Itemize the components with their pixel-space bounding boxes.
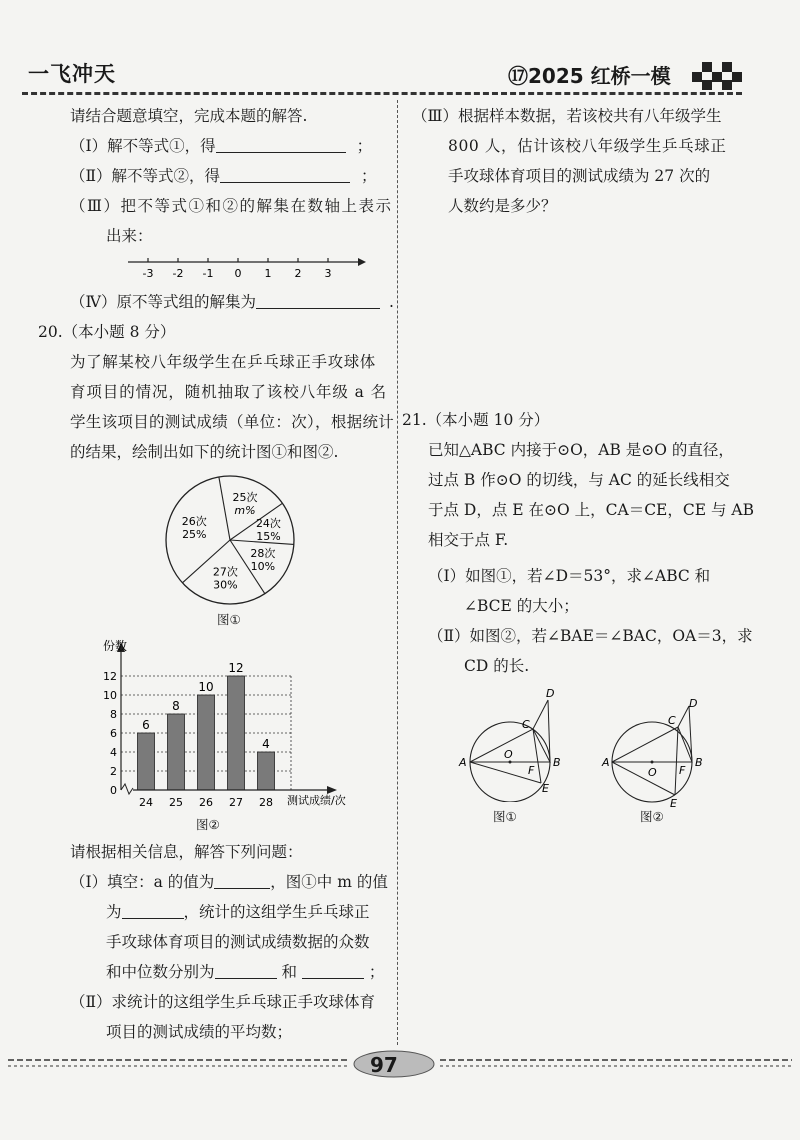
part-ii-line: （Ⅱ）解不等式②，得 ； (70, 167, 377, 185)
checker-logo-icon (692, 54, 742, 90)
pie-slice-label: 25次 (232, 490, 258, 504)
x-tick-label: 26 (199, 796, 213, 809)
part-i-fill-2: 为 ，统计的这组学生乒乓球正 (106, 903, 370, 921)
part-i-fill-3: 手攻球体育项目的测试成绩数据的众数 (106, 933, 370, 951)
questions-intro: 请根据相关信息，解答下列问题： (70, 843, 303, 861)
x-axis-label: 测试成绩/次 (287, 794, 346, 807)
label-E: E (670, 797, 677, 810)
q20-text: 学生该项目的测试成绩（单位：次），根据统计 (70, 413, 395, 431)
series-title: ⑰2025 红桥一模 (508, 64, 671, 88)
number-line-label: -3 (142, 267, 154, 280)
y-tick-label: 10 (103, 689, 117, 702)
bar (228, 676, 245, 790)
number-line-label: 0 (234, 267, 242, 280)
pie-slice-percent: 10% (250, 560, 276, 573)
footer-border (0, 1048, 800, 1084)
number-line-label: -1 (202, 267, 214, 280)
q20-text: 为了解某校八年级学生在乒乓球正手攻球体 (70, 353, 376, 371)
number-line-label: 2 (294, 267, 302, 280)
q21-part-i: （Ⅰ）如图①，若∠D＝53°，求∠ABC 和 (428, 567, 711, 585)
bar-value-label: 4 (262, 737, 270, 751)
y-tick-label: 2 (110, 765, 117, 778)
number-line-label: 3 (324, 267, 332, 280)
bar (258, 752, 275, 790)
fig2-caption: 图② (640, 809, 664, 824)
number-line-label: 1 (264, 267, 272, 280)
q21-text: 已知△ABC 内接于⊙O，AB 是⊙O 的直径， (428, 441, 734, 459)
label-A: A (459, 756, 467, 769)
pie-slice-label: 26次 (181, 515, 207, 529)
pie-slice-label: 28次 (250, 547, 276, 560)
pie-chart (160, 470, 300, 610)
part-i-line: （Ⅰ）解不等式①，得 ； (70, 137, 373, 155)
answer-blank[interactable] (215, 964, 277, 979)
label-C: C (668, 714, 676, 727)
header-rule (22, 92, 742, 95)
bar-caption: 图② (196, 817, 220, 832)
part-iii-question: 人数约是多少？ (448, 197, 557, 215)
q21-part-ii: （Ⅱ）如图②，若∠BAE＝∠BAC，OA＝3，求 (428, 627, 753, 645)
q20-heading: 20.（本小题 8 分） (38, 323, 176, 341)
part-iii-question: （Ⅲ）根据样本数据，若该校共有八年级学生 (412, 107, 722, 125)
pie-slice-boundary (219, 477, 230, 540)
answer-blank[interactable] (220, 168, 350, 183)
intro-text: 请结合题意填空，完成本题的解答. (70, 107, 308, 125)
bar-value-label: 10 (198, 680, 214, 694)
column-divider (397, 100, 398, 1045)
part-iv-line: （Ⅳ）原不等式组的解集为 . (70, 293, 394, 311)
geometry-figure-1 (454, 686, 584, 802)
answer-blank[interactable] (302, 964, 364, 979)
q21-heading: 21.（本小题 10 分） (402, 411, 550, 429)
pie-slice-percent: m% (234, 503, 256, 517)
answer-blank[interactable] (122, 904, 184, 919)
bar (168, 714, 185, 790)
q20-text: 育项目的情况，随机抽取了该校八年级 a 名 (70, 383, 387, 401)
q21-part-ii: CD 的长. (464, 657, 530, 675)
y-tick-label: 6 (110, 727, 117, 740)
bar-value-label: 6 (142, 718, 150, 732)
label-C: C (522, 718, 530, 731)
number-line-label: -2 (172, 267, 184, 280)
pie-slice-percent: 15% (256, 529, 281, 543)
part-iii-line: （Ⅲ）把不等式①和②的解集在数轴上表示 (70, 197, 393, 215)
q21-part-i: ∠BCE 的大小； (464, 597, 579, 615)
q21-text: 过点 B 作⊙O 的切线，与 AC 的延长线相交 (428, 471, 730, 489)
bar-value-label: 8 (172, 699, 180, 713)
bar-value-label: 12 (228, 661, 244, 675)
q21-text: 于点 D，点 E 在⊙O 上，CA＝CE，CE 与 AB (428, 501, 754, 519)
y-axis-label: 份数 (103, 639, 128, 653)
x-tick-label: 25 (169, 796, 183, 809)
label-B: B (695, 756, 703, 769)
part-ii-question-2: 项目的测试成绩的平均数； (106, 1023, 293, 1041)
label-F: F (679, 764, 686, 777)
brand-title: 一飞冲天 (28, 62, 116, 86)
part-iii-cont: 出来： (106, 227, 153, 245)
label-O: O (504, 748, 513, 761)
part-i-fill: （Ⅰ）填空：a 的值为 ，图①中 m 的值 (70, 873, 388, 891)
q20-text: 的结果，绘制出如下的统计图①和图②. (70, 443, 339, 461)
x-tick-label: 27 (229, 796, 243, 809)
pie-caption: 图① (217, 612, 241, 627)
bar (138, 733, 155, 790)
part-iii-question: 800 人，估计该校八年级学生乒乓球正 (448, 137, 727, 155)
answer-blank[interactable] (214, 874, 270, 889)
part-ii-question: （Ⅱ）求统计的这组学生乒乓球正手攻球体育 (70, 993, 376, 1011)
answer-blank[interactable] (216, 138, 346, 153)
pie-slice-percent: 25% (182, 528, 207, 542)
pie-slice-label: 27次 (212, 565, 238, 579)
label-B: B (553, 756, 561, 769)
pie-slice-percent: 30% (213, 578, 238, 592)
answer-blank[interactable] (256, 294, 380, 309)
y-tick-label: 0 (110, 784, 117, 797)
label-F: F (528, 764, 535, 777)
y-tick-label: 4 (110, 746, 117, 759)
label-D: D (546, 687, 555, 700)
number-line[interactable] (120, 252, 370, 282)
part-i-fill-4: 和中位数分别为 和 ； (106, 963, 385, 981)
bar (198, 695, 215, 790)
bar-chart (95, 636, 385, 821)
label-O: O (648, 766, 657, 779)
part-iii-question: 手攻球体育项目的测试成绩为 27 次的 (448, 167, 711, 185)
label-D: D (689, 697, 698, 710)
page-number: 97 (370, 1053, 398, 1077)
label-E: E (542, 782, 549, 795)
x-tick-label: 28 (259, 796, 273, 809)
x-tick-label: 24 (139, 796, 153, 809)
y-tick-label: 12 (103, 670, 117, 683)
label-A: A (602, 756, 610, 769)
fig1-caption: 图① (493, 809, 517, 824)
geometry-figure-2 (600, 696, 720, 812)
q21-text: 相交于点 F. (428, 531, 509, 549)
pie-slice-label: 24次 (255, 516, 281, 530)
y-tick-label: 8 (110, 708, 117, 721)
